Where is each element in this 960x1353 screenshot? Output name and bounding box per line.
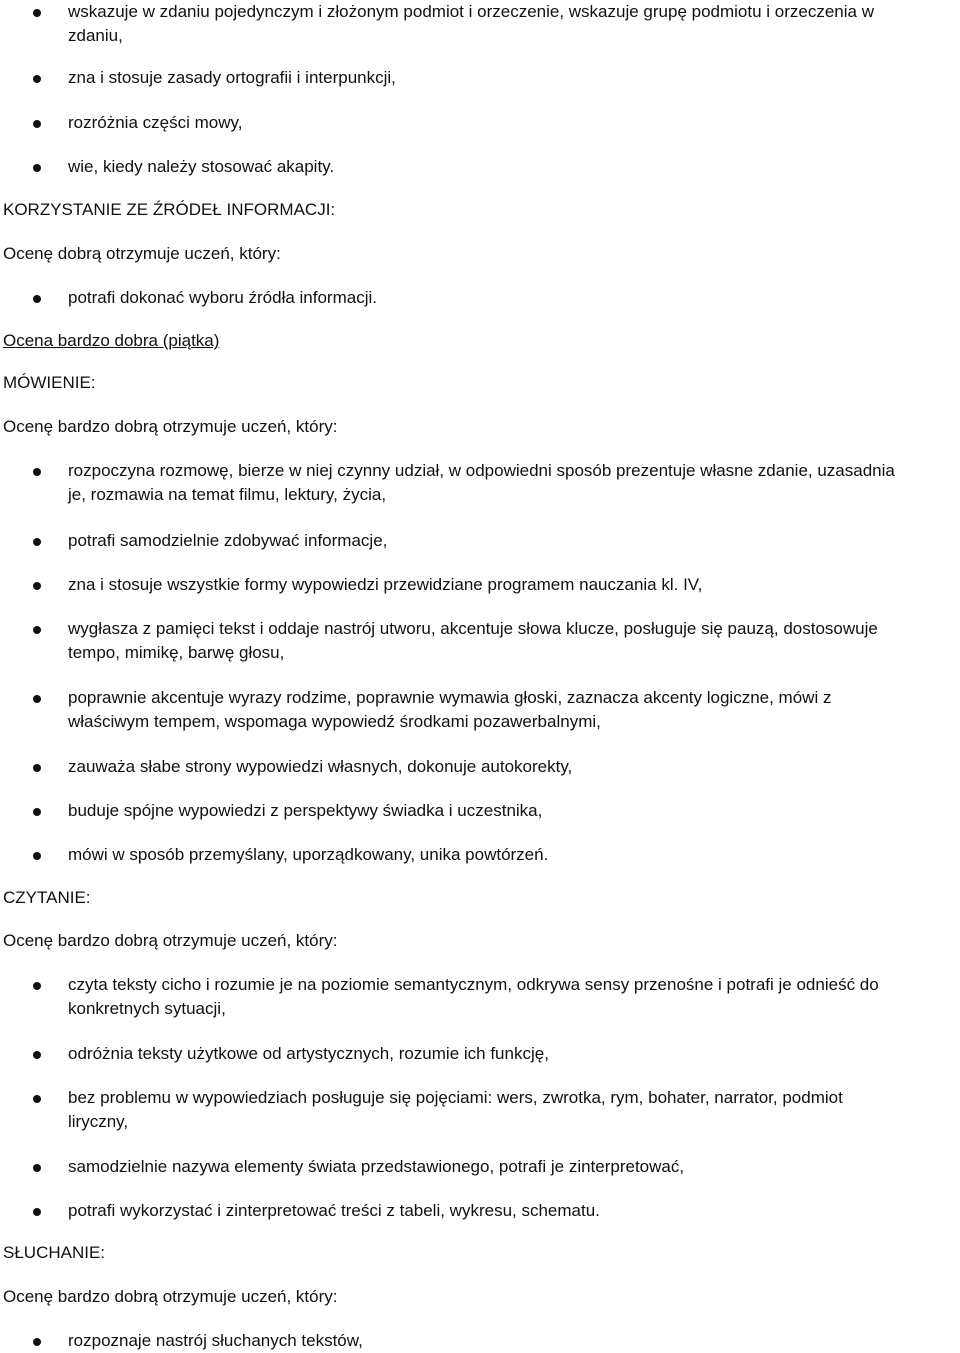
bullet-icon: [33, 626, 41, 634]
list-item-text: zna i stosuje wszystkie formy wypowiedzi przewidziane programem nauczania kl. IV,: [68, 575, 703, 594]
intro-ocena-bardzo-dobra-mowienie: Ocenę bardzo dobrą otrzymuje uczeń, który:: [3, 417, 338, 436]
bullet-icon: [33, 9, 41, 17]
list-item-text: zauważa słabe strony wypowiedzi własnych, dokonuje autokorekty,: [68, 757, 573, 776]
bullet-icon: [33, 1208, 41, 1216]
list-item-text: samodzielnie nazywa elementy świata przedstawionego, potrafi je zinterpretować,: [68, 1157, 685, 1176]
heading-sluchanie: SŁUCHANIE:: [3, 1243, 106, 1262]
list-item-text: czyta teksty cicho i rozumie je na poziomie semantycznym, odkrywa sensy przenośne i potrafi je odnieść do konkretnych sytuacji,: [68, 975, 879, 1018]
bullet-icon: [33, 468, 41, 476]
bullet-icon: [33, 695, 41, 703]
intro-ocena-bardzo-dobra-czytanie: Ocenę bardzo dobrą otrzymuje uczeń, który:: [3, 931, 338, 950]
list-item-text: wskazuje w zdaniu pojedynczym i złożonym podmiot i orzeczenie, wskazuje grupę podmiotu i orzeczenia w zdaniu,: [68, 2, 874, 45]
bullet-icon: [33, 295, 41, 303]
section-title-ocena-bardzo-dobra: Ocena bardzo dobra (piątka): [3, 331, 220, 350]
bullet-icon: [33, 164, 41, 172]
list-item-text: mówi w sposób przemyślany, uporządkowany, unika powtórzeń.: [68, 845, 549, 864]
list-item-text: rozróżnia części mowy,: [68, 113, 243, 132]
list-item-text: odróżnia teksty użytkowe od artystycznych, rozumie ich funkcję,: [68, 1044, 549, 1063]
list-item-text: buduje spójne wypowiedzi z perspektywy świadka i uczestnika,: [68, 801, 543, 820]
list-item-text: bez problemu w wypowiedziach posługuje się pojęciami: wers, zwrotka, rym, bohater, narrator, podmiot liryczny,: [68, 1088, 843, 1131]
list-item-text: wygłasza z pamięci tekst i oddaje nastrój utworu, akcentuje słowa klucze, posługuje się pauzą, dostosowuje tempo, mimikę, barwę głosu,: [68, 619, 878, 662]
bullet-icon: [33, 75, 41, 83]
bullet-icon: [33, 1338, 41, 1346]
heading-czytanie: CZYTANIE:: [3, 888, 91, 907]
list-item-text: rozpoczyna rozmowę, bierze w niej czynny udział, w odpowiedni sposób prezentuje własne zdanie, uzasadnia je, rozmawia na temat filmu, lektury, życia,: [68, 461, 895, 504]
list-item-text: rozpoznaje nastrój słuchanych tekstów,: [68, 1331, 363, 1350]
list-item-text: zna i stosuje zasady ortografii i interpunkcji,: [68, 68, 396, 87]
intro-ocena-bardzo-dobra-sluchanie: Ocenę bardzo dobrą otrzymuje uczeń, który:: [3, 1287, 338, 1306]
bullet-icon: [33, 538, 41, 546]
list-item-text: potrafi wykorzystać i zinterpretować treści z tabeli, wykresu, schematu.: [68, 1201, 600, 1220]
list-item-text: potrafi dokonać wyboru źródła informacji.: [68, 288, 377, 307]
list-item-text: poprawnie akcentuje wyrazy rodzime, poprawnie wymawia głoski, zaznacza akcenty logiczne, mówi z właściwym tempem, wspomaga wypowiedź środkami pozawerbalnymi,: [68, 688, 832, 731]
list-item-text: wie, kiedy należy stosować akapity.: [68, 157, 335, 176]
heading-korzystanie-ze-zrodel: KORZYSTANIE ZE ŹRÓDEŁ INFORMACJI:: [3, 200, 336, 219]
bullet-icon: [33, 764, 41, 772]
intro-ocena-dobra: Ocenę dobrą otrzymuje uczeń, który:: [3, 244, 281, 263]
bullet-icon: [33, 120, 41, 128]
bullet-icon: [33, 1051, 41, 1059]
bullet-icon: [33, 582, 41, 590]
heading-mowienie: MÓWIENIE:: [3, 373, 96, 392]
bullet-icon: [33, 852, 41, 860]
bullet-icon: [33, 1164, 41, 1172]
bullet-icon: [33, 1095, 41, 1103]
bullet-icon: [33, 808, 41, 816]
list-item-text: potrafi samodzielnie zdobywać informacje,: [68, 531, 388, 550]
bullet-icon: [33, 982, 41, 990]
